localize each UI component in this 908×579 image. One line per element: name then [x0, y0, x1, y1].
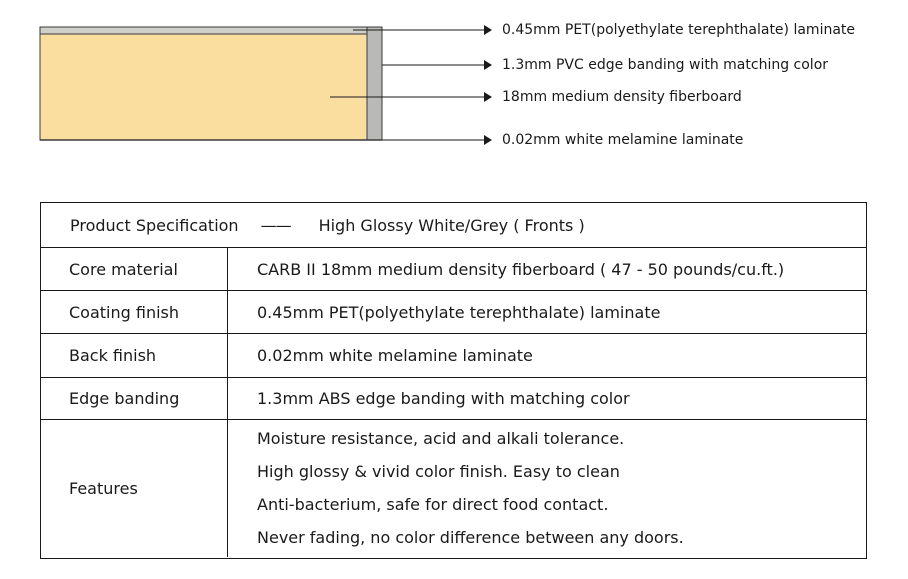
callout-fiberboard: 18mm medium density fiberboard: [502, 89, 742, 105]
table-row-features: [41, 419, 866, 557]
row-label: Back finish: [41, 334, 228, 377]
edge-banding-layer: [367, 27, 382, 140]
arrowhead-edge-banding: [484, 60, 492, 70]
row-value: 1.3mm ABS edge banding with matching color: [257, 389, 630, 408]
fiberboard-core-layer: [40, 34, 367, 140]
header-dash: ——: [260, 215, 291, 235]
callout-pet-laminate: 0.45mm PET(polyethylate terephthalate) laminate: [502, 22, 856, 38]
arrowhead-pet: [484, 25, 492, 35]
arrowhead-melamine: [484, 135, 492, 145]
table-row-edge-banding: [41, 377, 866, 419]
row-value: CARB II 18mm medium density fiberboard ( 47 - 50 pounds/cu.ft.): [257, 259, 785, 279]
features-label: Features: [41, 420, 228, 557]
header-value: High Glossy White/Grey ( Fronts ): [318, 215, 585, 235]
table-row-core-material: [41, 247, 866, 290]
header-label: Product Specification: [70, 215, 239, 235]
product-specification-table: [40, 202, 867, 559]
callout-edge-banding: 1.3mm PVC edge banding with matching color: [502, 57, 829, 73]
feature-item: Never fading, no color difference between any doors.: [257, 528, 684, 547]
feature-item: Anti-bacterium, safe for direct food contact.: [257, 495, 609, 514]
row-label: Edge banding: [41, 378, 228, 419]
row-label: Coating finish: [41, 291, 228, 333]
row-value: 0.45mm PET(polyethylate terephthalate) laminate: [257, 302, 661, 322]
table-header-row: [41, 203, 866, 247]
features-list: [228, 420, 866, 557]
table-row-coating-finish: [41, 290, 866, 333]
table-row-back-finish: [41, 333, 866, 377]
pet-laminate-layer: [40, 27, 367, 34]
panel-cross-section-diagram: [0, 0, 908, 180]
row-value: 0.02mm white melamine laminate: [257, 346, 533, 365]
arrowhead-fiberboard: [484, 92, 492, 102]
feature-item: High glossy & vivid color finish. Easy to clean: [257, 462, 620, 481]
callout-melamine: 0.02mm white melamine laminate: [502, 132, 744, 148]
feature-item: Moisture resistance, acid and alkali tolerance.: [257, 429, 625, 448]
row-label: Core material: [41, 248, 228, 290]
